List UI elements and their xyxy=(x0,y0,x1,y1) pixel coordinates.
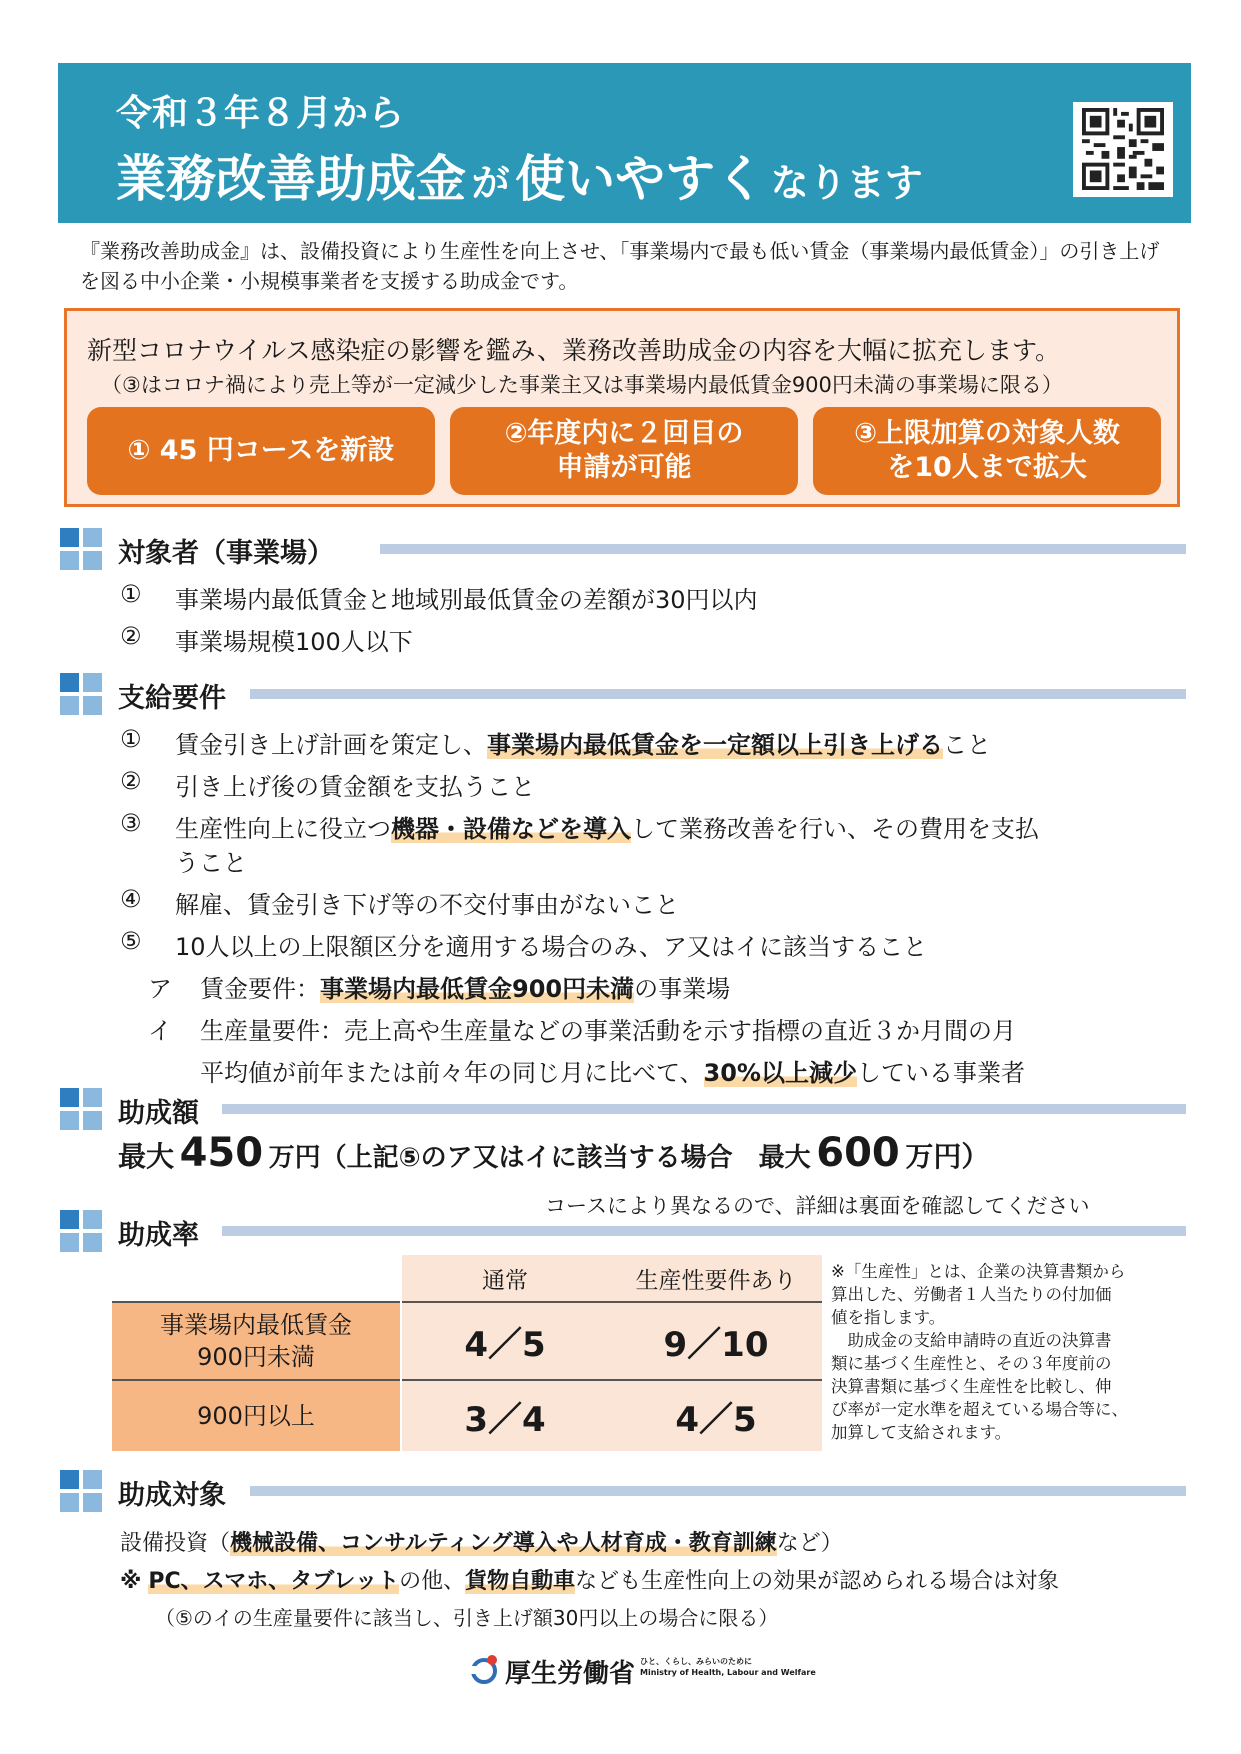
rate-value: 4／5 xyxy=(400,1303,610,1379)
ministry-tagline: ひと、くらし、みらいのために Ministry of Health, Labour and Welfare xyxy=(640,1657,816,1677)
section-title-rate: 助成率 xyxy=(118,1220,199,1251)
req-item-text: 生産性向上に役立つ機器・設備などを導入して業務改善を行い、その費用を支払 xyxy=(175,815,1039,843)
pill-second-application: ②年度内に２回目の 申請が可能 xyxy=(450,407,798,495)
section-divider xyxy=(222,1104,1186,1114)
req-highlight: 事業場内最低賃金900円未満 xyxy=(320,975,635,1003)
productivity-note: ※「生産性」とは、企業の決算書類から 算出した、労働者１人当たりの付加価 値を指します。 助成金の支給申請時の直近の決算書 類に基づく生産性と、その３年度前の 決算書類に基づく生産性を比較し、伸 び率が一定水準を超えている場合等に、 加算して支給されます。 xyxy=(831,1262,1128,1442)
subject-highlight: PC、スマホ、タブレット xyxy=(148,1569,400,1594)
section-title-target: 対象者（事業場） xyxy=(118,538,334,569)
req-sub-text: 賃金要件：事業場内最低賃金900円未満の事業場 xyxy=(200,975,731,1003)
rate-col-header-normal: 通常 xyxy=(400,1255,610,1301)
section-title-requirements: 支給要件 xyxy=(118,683,226,714)
req-item-text: 10人以上の上限額区分を適用する場合のみ、ア又はイに該当すること xyxy=(175,933,927,961)
req-item-text: 引き上げ後の賃金額を支払うこと xyxy=(175,773,535,801)
amount-value-450: 450 xyxy=(179,1130,264,1176)
amount-line: 最大 450 万円（上記⑤のア又はイに該当する場合 最大 600 万円） xyxy=(118,1130,990,1176)
section-title-amount: 助成額 xyxy=(118,1098,199,1129)
req-item-text-continued: うこと xyxy=(175,849,247,877)
subject-line-3: （⑤のイの生産量要件に該当し、引き上げ額30円以上の場合に限る） xyxy=(155,1606,779,1630)
req-item-number: ② xyxy=(120,767,142,795)
notice-note-text: （③はコロナ禍により売上等が一定減少した事業主又は事業場内最低賃金900円未満の事業場に限る） xyxy=(101,373,1063,397)
req-sub-label: ア xyxy=(148,975,172,1003)
req-highlight: 機器・設備などを導入 xyxy=(391,815,631,843)
subject-line-1: 設備投資（機械設備、コンサルティング導入や人材育成・教育訓練など） xyxy=(120,1531,843,1556)
pill-expand-limit: ③上限加算の対象人数 を10人まで拡大 xyxy=(813,407,1161,495)
title-part-4: なります xyxy=(770,161,923,205)
target-item-text: 事業場規模100人以下 xyxy=(175,628,413,656)
rate-value: 9／10 xyxy=(610,1303,822,1379)
rate-table xyxy=(112,1255,822,1451)
req-sub-label: イ xyxy=(148,1017,172,1045)
section-title-subject: 助成対象 xyxy=(118,1480,226,1511)
header-subtitle: 令和３年８月から xyxy=(116,93,405,134)
rate-value: 4／5 xyxy=(610,1381,822,1451)
amount-note: コースにより異なるので、詳細は裏面を確認してください xyxy=(545,1194,1090,1218)
req-item-number: ① xyxy=(120,725,142,753)
rate-value: 3／4 xyxy=(400,1381,610,1451)
subject-highlight: 貨物自動車 xyxy=(465,1569,576,1594)
rate-col-header-productivity: 生産性要件あり xyxy=(610,1255,822,1301)
header-banner xyxy=(58,63,1191,223)
section-square-icon xyxy=(60,673,102,715)
subject-highlight: 機械設備、コンサルティング導入や人材育成・教育訓練 xyxy=(230,1531,777,1556)
req-item-number: ③ xyxy=(120,809,142,837)
req-sub-text: 生産量要件：売上高や生産量などの事業活動を示す指標の直近３か月間の月 xyxy=(200,1017,1016,1045)
rate-row-label: 事業場内最低賃金 900円未満 xyxy=(112,1303,400,1379)
rate-row-label: 900円以上 xyxy=(112,1381,400,1451)
amount-value-600: 600 xyxy=(816,1130,900,1176)
target-item-number: ② xyxy=(120,622,142,650)
notice-main-text: 新型コロナウイルス感染症の影響を鑑み、業務改善助成金の内容を大幅に拡充します。 xyxy=(87,336,1061,365)
section-square-icon xyxy=(60,1088,102,1130)
section-square-icon xyxy=(60,528,102,570)
req-item-number: ④ xyxy=(120,885,142,913)
pill-new-course: ① 45 円コースを新設 xyxy=(87,407,435,495)
title-part-1: 業務改善助成金 xyxy=(116,150,466,208)
req-highlight: 30%以上減少 xyxy=(703,1059,857,1087)
section-divider xyxy=(250,689,1186,699)
expansion-notice-box xyxy=(64,308,1180,507)
title-part-2: が xyxy=(471,161,510,205)
target-item-text: 事業場内最低賃金と地域別最低賃金の差額が30円以内 xyxy=(175,586,758,614)
req-sub-text-continued: 平均値が前年または前々年の同じ月に比べて、30%以上減少している事業者 xyxy=(200,1059,1025,1087)
section-square-icon xyxy=(60,1470,102,1512)
header-title xyxy=(116,139,923,211)
req-item-text: 賃金引き上げ計画を策定し、事業場内最低賃金を一定額以上引き上げること xyxy=(175,731,991,759)
ministry-logo-icon xyxy=(470,1652,502,1690)
target-item-number: ① xyxy=(120,580,142,608)
section-divider xyxy=(380,544,1186,554)
intro-text: 『業務改善助成金』は、設備投資により生産性を向上させ、「事業場内で最も低い賃金（事業場内最低賃金）」の引き上げを図る中小企業・小規模事業者を支援する助成金です。 xyxy=(80,239,1160,293)
ministry-name: 厚生労働省 xyxy=(505,1659,636,1689)
req-item-number: ⑤ xyxy=(120,927,142,955)
title-part-3: 使いやすく xyxy=(515,150,766,208)
qr-code-icon[interactable] xyxy=(1073,102,1173,197)
section-divider xyxy=(222,1226,1186,1236)
req-highlight: 事業場内最低賃金を一定額以上引き上げる xyxy=(487,731,943,759)
subject-line-2: ※ PC、スマホ、タブレットの他、貨物自動車なども生産性向上の効果が認められる場合は対象 xyxy=(120,1569,1060,1594)
section-divider xyxy=(250,1486,1186,1496)
req-item-text: 解雇、賃金引き下げ等の不交付事由がないこと xyxy=(175,891,679,919)
section-square-icon xyxy=(60,1210,102,1252)
